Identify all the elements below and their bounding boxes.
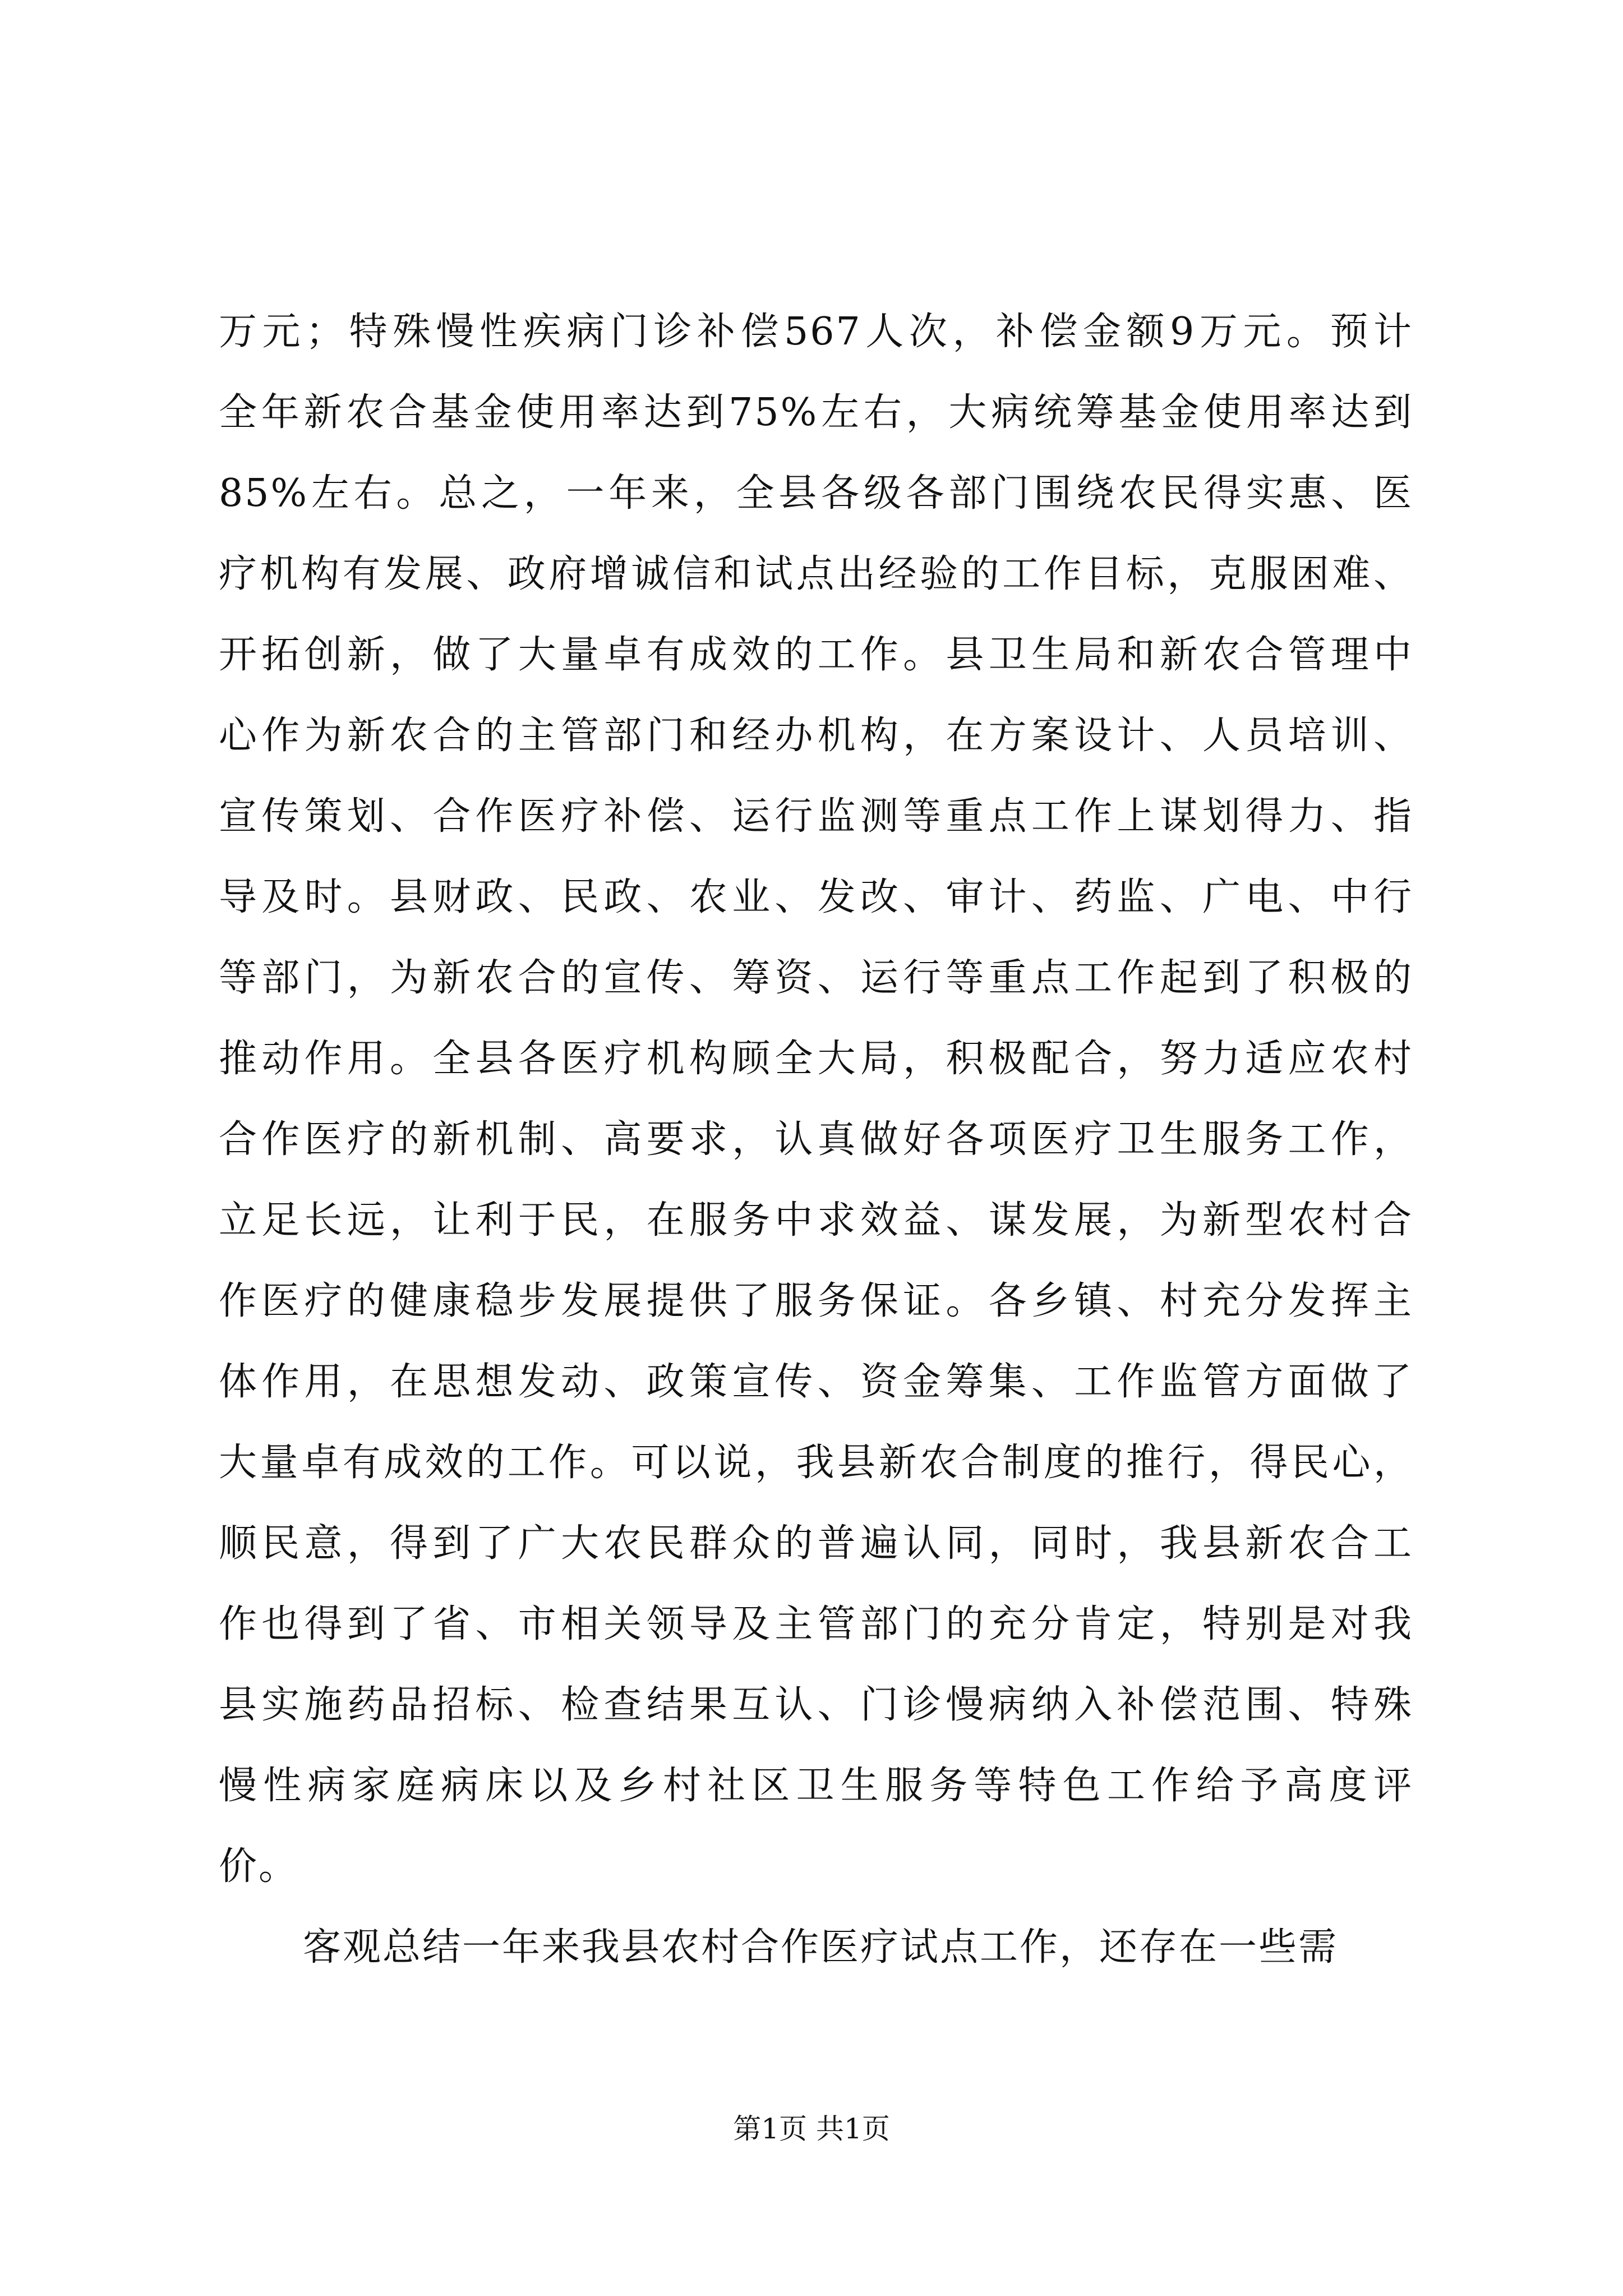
text-line: 顺民意，得到了广大农民群众的普遍认同，同时，我县新农合工 bbox=[219, 1521, 1413, 1566]
text-line: 全年新农合基金使用率达到75%左右，大病统筹基金使用率达到 bbox=[219, 390, 1413, 435]
text-line: 心作为新农合的主管部门和经办机构，在方案设计、人员培训、 bbox=[219, 714, 1413, 758]
text-line: 85%左右。总之，一年来，全县各级各部门围绕农民得实惠、医 bbox=[219, 471, 1413, 516]
page-number-label: 第1页 共1页 bbox=[733, 2113, 890, 2145]
text-line: 立足长远，让利于民，在服务中求效益、谋发展，为新型农村合 bbox=[219, 1198, 1413, 1243]
text-line: 客观总结一年来我县农村合作医疗试点工作，还存在一些需 bbox=[303, 1925, 1339, 1970]
text-line: 疗机构有发展、政府增诚信和试点出经验的工作目标，克服困难、 bbox=[219, 552, 1413, 596]
text-line: 导及时。县财政、民政、农业、发改、审计、药监、广电、中行 bbox=[219, 875, 1413, 919]
page-footer bbox=[0, 2109, 1623, 2148]
text-line: 宣传策划、合作医疗补偿、运行监测等重点工作上谋划得力、指 bbox=[219, 794, 1413, 839]
text-line: 价。 bbox=[219, 1844, 299, 1889]
document-body bbox=[219, 292, 1413, 1988]
text-line: 体作用，在思想发动、政策宣传、资金筹集、工作监管方面做了 bbox=[219, 1360, 1413, 1404]
text-line: 大量卓有成效的工作。可以说，我县新农合制度的推行，得民心， bbox=[219, 1441, 1413, 1485]
text-line: 推动作用。全县各医疗机构顾全大局，积极配合，努力适应农村 bbox=[219, 1037, 1413, 1081]
text-line: 慢性病家庭病床以及乡村社区卫生服务等特色工作给予高度评 bbox=[219, 1764, 1413, 1808]
text-line: 等部门，为新农合的宣传、筹资、运行等重点工作起到了积极的 bbox=[219, 956, 1413, 1000]
text-line: 县实施药品招标、检查结果互认、门诊慢病纳入补偿范围、特殊 bbox=[219, 1683, 1413, 1727]
text-line: 开拓创新，做了大量卓有成效的工作。县卫生局和新农合管理中 bbox=[219, 633, 1413, 677]
text-line: 万元；特殊慢性疾病门诊补偿567人次，补偿金额9万元。预计 bbox=[219, 310, 1413, 354]
text-line: 作医疗的健康稳步发展提供了服务保证。各乡镇、村充分发挥主 bbox=[219, 1279, 1413, 1323]
text-line: 作也得到了省、市相关领导及主管部门的充分肯定，特别是对我 bbox=[219, 1602, 1413, 1646]
text-line: 合作医疗的新机制、高要求，认真做好各项医疗卫生服务工作， bbox=[219, 1117, 1413, 1162]
